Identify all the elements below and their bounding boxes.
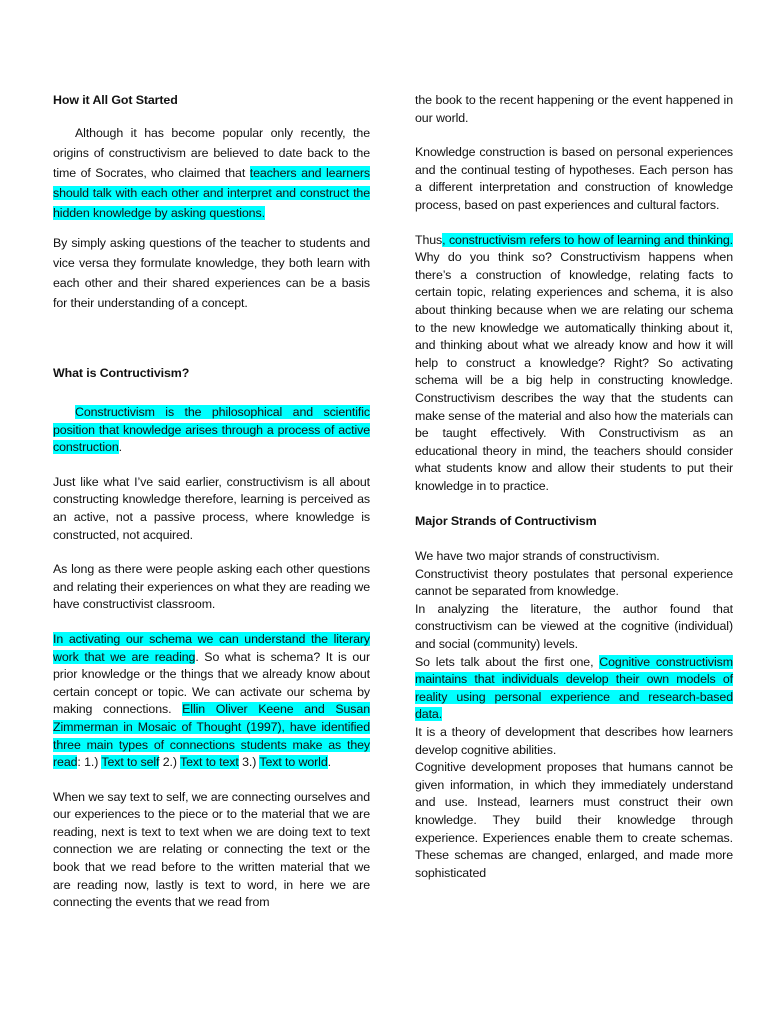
section-heading-how-it-started: How it All Got Started <box>53 93 178 107</box>
paragraph-thus: Thus, constructivism refers to how of learning and thinking. Why do you think so? Constructivism happens when there’s a construction of knowledge, relating facts to certain topic, relating experiences and schema, it is also about thinking because when we are relating our schema to the new knowledge we automatically thinking about it, and thinking about what we already know and how it will help to construct a knowledge? Right? So activating schema will be a big help in constructing knowledge. Constructivism describes the way that the students can make sense of the material and also how the materials can be taught effectively. With Constructivism as an educational theory in mind, the teachers should consider what students know and allow their students to put their knowledge in to practice. <box>415 232 733 493</box>
line-postulates: Constructivist theory postulates that personal experience cannot be separated from knowledge. <box>415 566 733 599</box>
highlight: Text to world <box>259 755 328 770</box>
highlight: Constructivism is the philosophical and scientific position that knowledge arises through a process of active construction <box>53 405 370 455</box>
paragraph-constructivist-classroom: As long as there were people asking each other questions and relating their experiences on what they are reading we have constructivist classroom. <box>53 562 370 612</box>
paragraph-continued: the book to the recent happening or the event happened in our world. <box>415 93 733 125</box>
paragraph-knowledge-construction: Knowledge construction is based on personal experiences and the continual testing of hypotheses. Each person has a different interpretation and construction of knowledge process, based on past experiences and cultural factors. <box>415 145 733 212</box>
line-cognitive-constructivism: So lets talk about the first one, Cognitive constructivism maintains that individuals develop their own models of reality using personal experience and research-based data. <box>415 654 733 722</box>
line-two-strands: We have two major strands of constructivism. <box>415 549 660 564</box>
paragraph-schema: In activating our schema we can understand the literary work that we are reading. So what is schema? It is our prior knowledge or the things that we already know about certain concept or topic. We can activate our schema by making connections. Ellin Oliver Keene and Susan Zimmerman in Mosaic of Thought (1997), have identified three main types of connections students make as they read: 1.) Text to self 2.) Text to text 3.) Text to world. <box>53 631 370 770</box>
highlight: Text to self <box>101 755 160 770</box>
left-column <box>53 92 370 912</box>
paragraph-definition: Constructivism is the philosophical and scientific position that knowledge arises through a process of active construction. <box>53 405 370 455</box>
highlight: teachers and learners should talk with each other and interpret and construct the hidden knowledge by asking questions. <box>53 166 370 221</box>
paragraph-origins: Although it has become popular only recently, the origins of constructivism are believed to date back to the time of Socrates, who claimed that teachers and learners should talk with each other and interpret and construct the hidden knowledge by asking questions. <box>53 125 370 221</box>
paragraph-text-connections: When we say text to self, we are connecting ourselves and our experiences to the piece or to the material that we are reading, next is text to text when we are doing text to text connection we are relating or connecting the text or the book that we read before to the written material that we are reading now, lastly is text to word, in here we are connecting the events that we read from <box>53 789 370 910</box>
section-heading-what-is: What is Contructivism? <box>53 366 190 381</box>
line-cognitive-development: Cognitive development proposes that humans cannot be given information, in which they immediately understand and use. Instead, learners must construct their own knowledge. They build their knowledge through experience. Experiences enable them to create schemas. These schemas are changed, enlarged, and made more sophisticated <box>415 760 733 880</box>
right-column <box>415 92 733 882</box>
highlight: Text to text <box>180 755 239 770</box>
highlight: , constructivism refers to how of learning and thinking. <box>442 232 733 247</box>
line-analyzing: In analyzing the literature, the author found that constructivism can be viewed at the cognitive (individual) and social (community) levels. <box>415 601 733 652</box>
paragraph-asking-questions: By simply asking questions of the teacher to students and vice versa they formulate knowledge, they both learn with each other and their shared experiences can be a basis for their understanding of a concept. <box>53 235 370 311</box>
highlight: In activating our schema we can understand the literary work that we are reading <box>53 631 370 664</box>
highlight: Cognitive constructivism maintains that individuals develop their own models of reality using personal experience and research-based data. <box>415 654 733 722</box>
line-theory-of-development: It is a theory of development that describes how learners develop cognitive abilities. <box>415 725 733 757</box>
highlight: Ellin Oliver Keene and Susan Zimmerman in Mosaic of Thought (1997), have identified three main types of connections students make as they read <box>53 702 370 770</box>
section-heading-major-strands: Major Strands of Contructivism <box>415 514 597 529</box>
paragraph-constructing-knowledge: Just like what I’ve said earlier, constructivism is all about constructing knowledge therefore, learning is perceived as an active, not a passive process, where knowledge is constructed, not acquired. <box>53 474 370 542</box>
